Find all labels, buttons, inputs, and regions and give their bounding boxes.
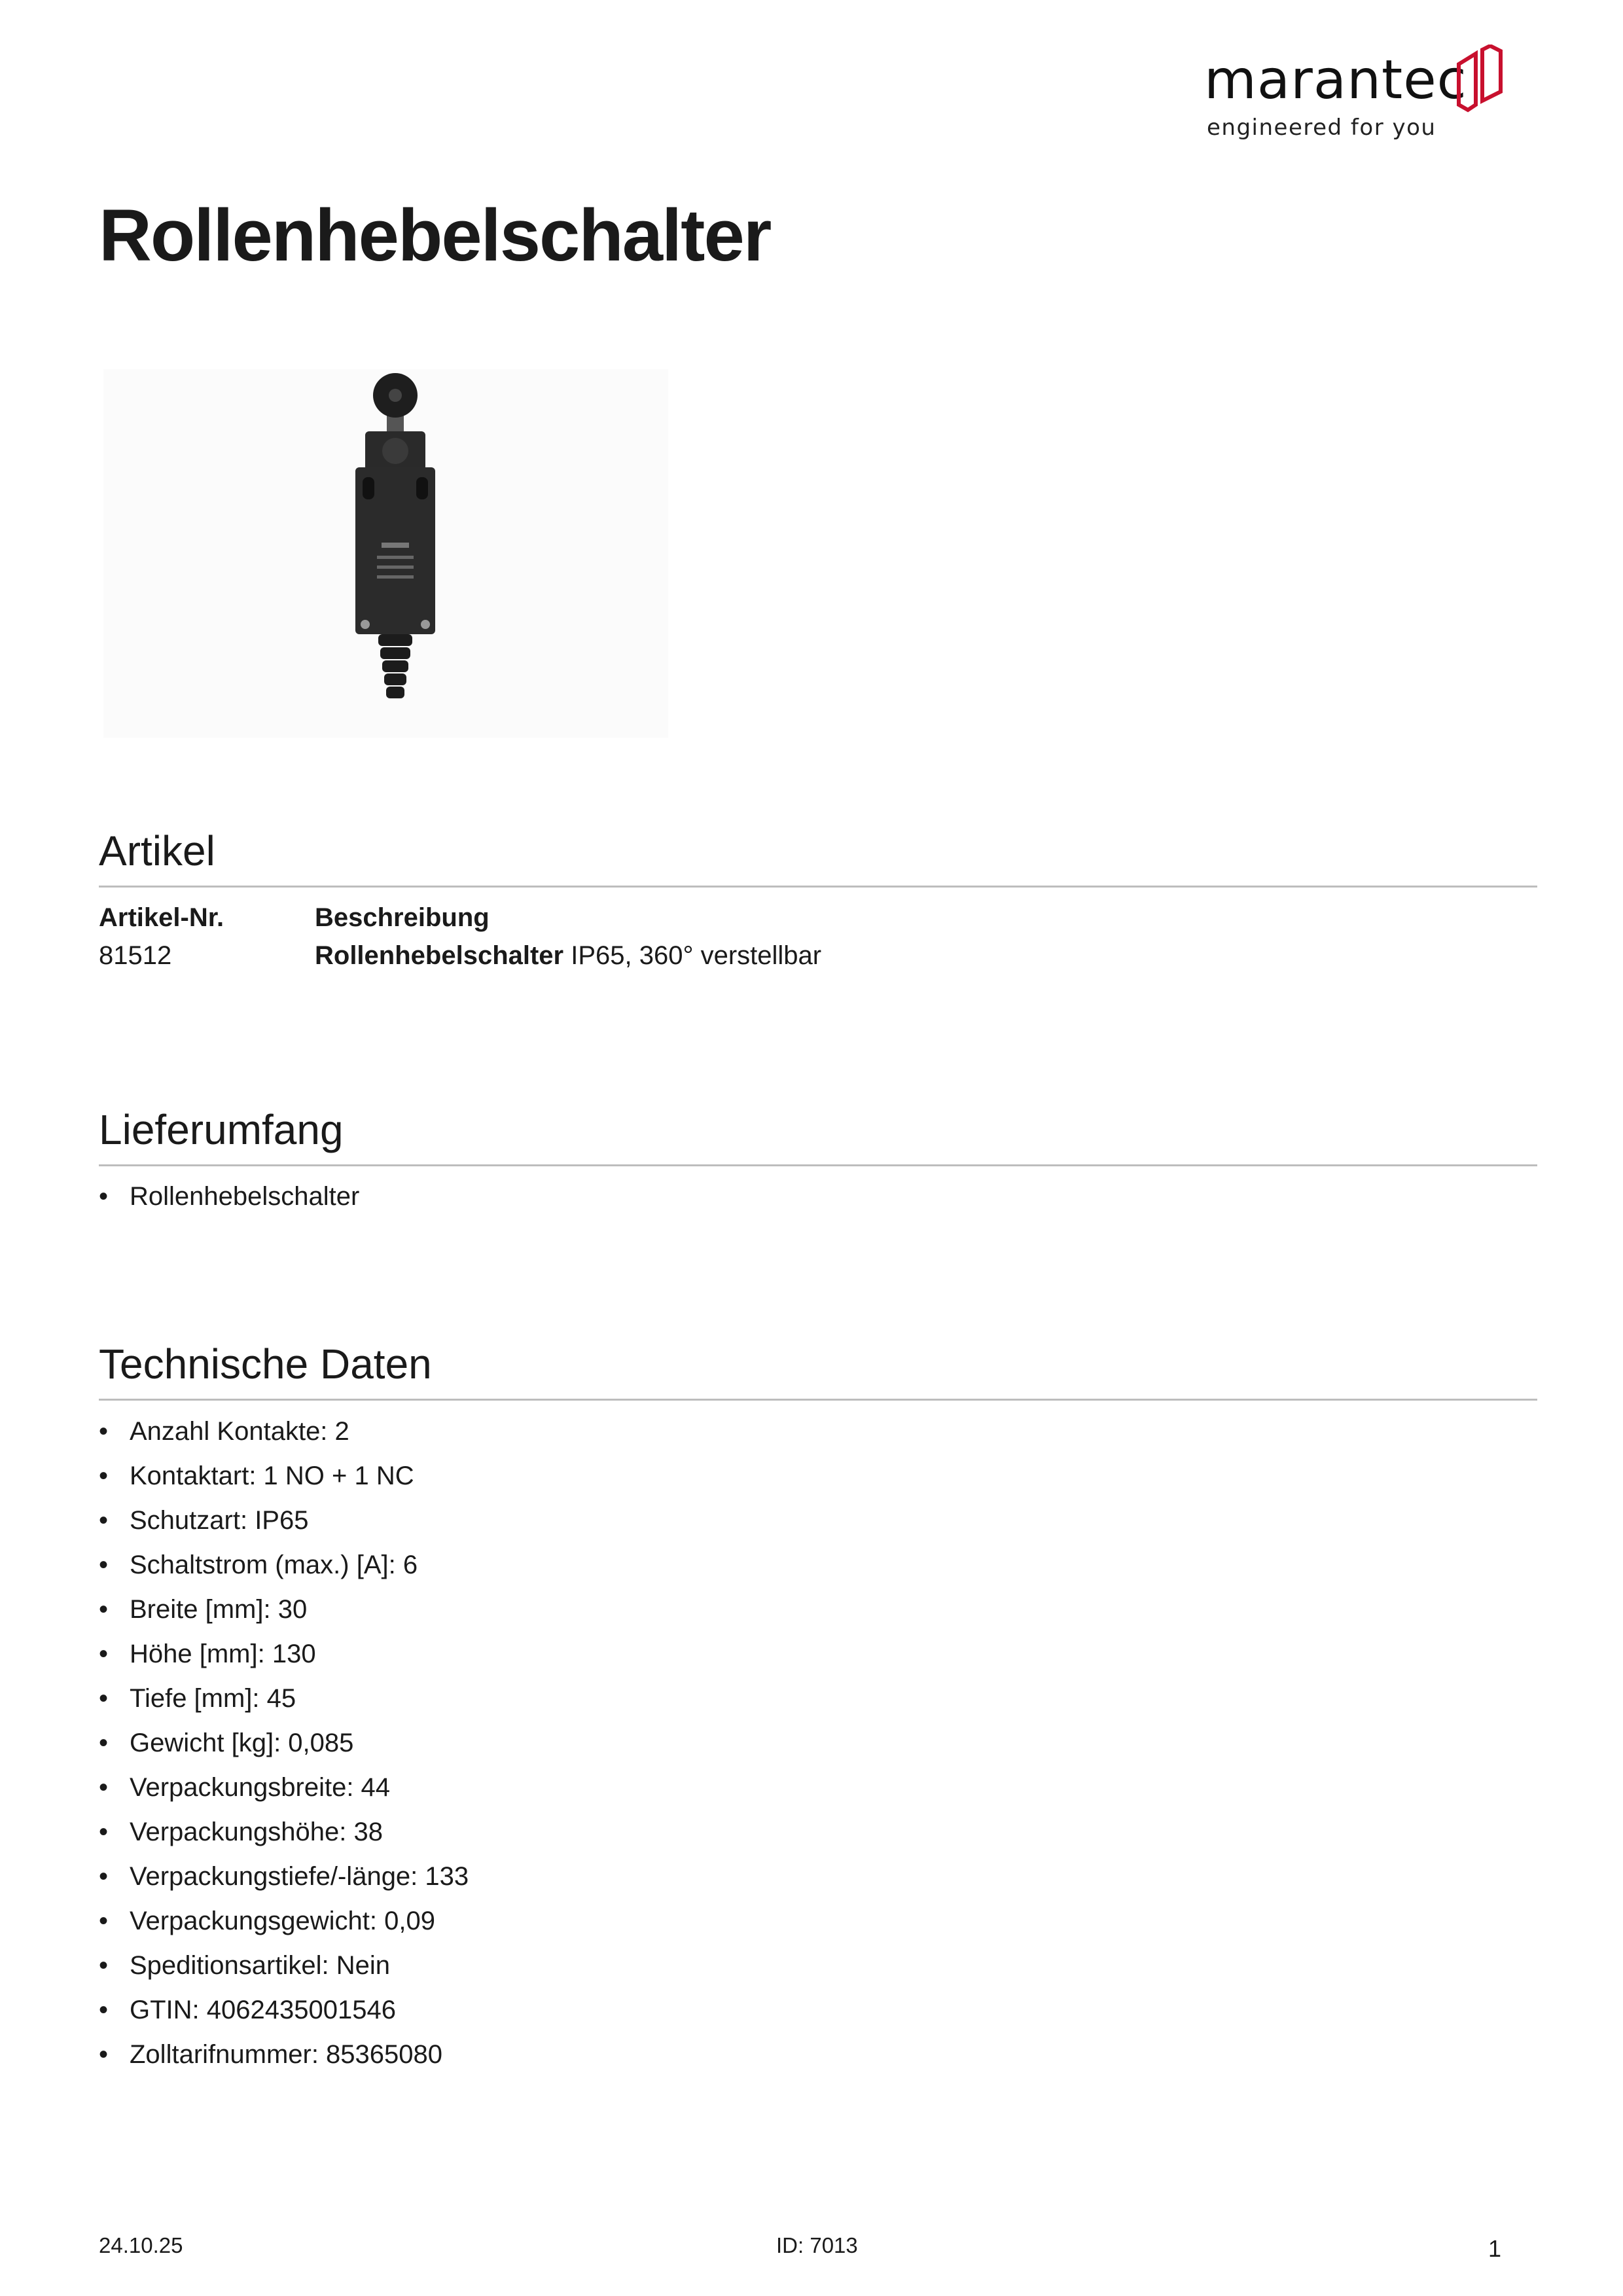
spec-text: Höhe [mm]: 130: [130, 1640, 316, 1668]
bullet: •: [99, 1595, 109, 1624]
page-title: Rollenhebelschalter: [99, 194, 771, 276]
roller-lever-switch-icon: [103, 369, 668, 738]
bullet: •: [99, 1773, 109, 1802]
bullet: •: [99, 1640, 109, 1668]
section-heading-lieferumfang: Lieferumfang: [99, 1106, 344, 1153]
column-header-artikel-nr: Artikel-Nr.: [99, 903, 224, 932]
column-header-beschreibung: Beschreibung: [315, 903, 490, 932]
article-name: Rollenhebelschalter: [315, 941, 564, 970]
footer-id: ID: 7013: [776, 2233, 858, 2257]
spec-text: Gewicht [kg]: 0,085: [130, 1729, 354, 1757]
spec-text: GTIN: 4062435001546: [130, 1996, 396, 2024]
spec-text: Tiefe [mm]: 45: [130, 1684, 296, 1713]
divider: [99, 1164, 1537, 1166]
spec-text: Speditionsartikel: Nein: [130, 1951, 390, 1980]
spec-text: Kontaktart: 1 NO + 1 NC: [130, 1462, 414, 1490]
divider: [99, 886, 1537, 888]
article-description: [315, 942, 821, 969]
bullet: •: [99, 1907, 109, 1935]
logo-tagline: engineered for you: [1207, 115, 1436, 141]
bullet: •: [99, 1818, 109, 1846]
bullet: •: [99, 1996, 109, 2024]
spec-text: Schutzart: IP65: [130, 1506, 309, 1535]
spec-text: Verpackungshöhe: 38: [130, 1818, 383, 1846]
spec-text: Breite [mm]: 30: [130, 1595, 308, 1624]
article-desc-text: IP65, 360° verstellbar: [571, 941, 822, 970]
bullet: •: [99, 1729, 109, 1757]
bullet: •: [99, 1551, 109, 1579]
bullet: •: [99, 1684, 109, 1713]
spec-text: Zolltarifnummer: 85365080: [130, 2040, 443, 2069]
bullet: •: [99, 1862, 109, 1891]
footer-date: 24.10.25: [99, 2233, 183, 2257]
spec-text: Anzahl Kontakte: 2: [130, 1417, 349, 1446]
marantec-logo: [1204, 45, 1512, 149]
divider: [99, 1399, 1537, 1401]
spec-text: Schaltstrom (max.) [A]: 6: [130, 1551, 418, 1579]
product-image: [103, 369, 668, 738]
bullet: •: [99, 1951, 109, 1980]
bullet: •: [99, 1417, 109, 1446]
section-heading-artikel: Artikel: [99, 827, 215, 874]
bullet: •: [99, 1506, 109, 1535]
logo-mark-icon: [1456, 45, 1508, 117]
article-number: 81512: [99, 941, 172, 970]
section-heading-technische-daten: Technische Daten: [99, 1340, 432, 1388]
logo-wordmark: marantec: [1204, 49, 1467, 111]
spec-text: Verpackungstiefe/-länge: 133: [130, 1862, 469, 1891]
bullet: •: [99, 2040, 109, 2069]
spec-text: Verpackungsgewicht: 0,09: [130, 1907, 435, 1935]
page-number: 1: [1488, 2235, 1502, 2262]
spec-text: Verpackungsbreite: 44: [130, 1773, 391, 1802]
bullet: •: [99, 1462, 109, 1490]
